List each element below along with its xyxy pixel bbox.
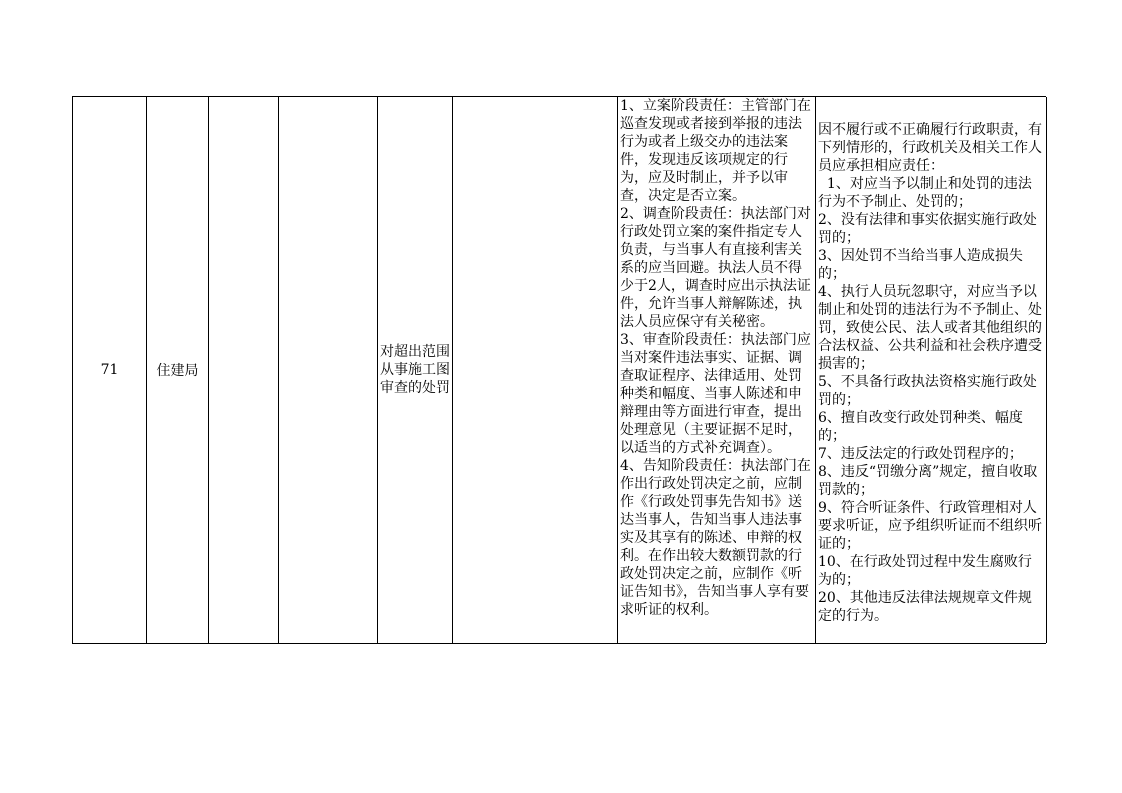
accountability-text: 因不履行或不正确履行行政职责，有下列情形的，行政机关及相关工作人员应承担相应责任： 1、对应当予以制止和处罚的违法行为不予制止、处罚的； 2、没有法律和事实依据实施行政处罚的； 3、因处罚不当给当事人造成损失的； 4、执行人员玩忽职守，对应当予以制止和处罚的违法行为不予制止、处罚，致使公民、法人或者其他组织的合法权益、公共利益和社会秩序遭受损害的； 5、不具备行政执法资格实施行政处罚的； 6、擅自改变行政处罚种类、幅度的； 7、违反法定的行政处罚程序的； 8、违反“罚缴分离”规定，擅自收取罚款的； 9、符合听证条件、行政管理相对人要求听证，应予组织听证而不组织听证的； 10、在行政处罚过程中发生腐败行为的； 20、其他违反法律法规规章文件规定的行为。 (818, 122, 1042, 624)
responsibilities-text: 1、立案阶段责任：主管部门在巡查发现或者接到举报的违法行为或者上级交办的违法案件，发现违反该项规定的行为，应及时制止，并予以审查，决定是否立案。 2、调查阶段责任：执法部门对行政处罚立案的案件指定专人负责，与当事人有直接利害关系的应当回避。执法人员不得少于2人，调查时应出示执法证件，允许当事人辩解陈述，执法人员应保守有关秘密。 3、审查阶段责任：执法部门应当对案件违法事实、证据、调查取证程序、法律适用、处罚种类和幅度、当事人陈述和申辩理由等方面进行审查，提出处理意见（主要证据不足时，以适当的方式补充调查）。 4、告知阶段责任：执法部门在作出行政处罚决定之前，应制作《行政处罚事先告知书》送达当事人，告知当事人违法事实及其享有的陈述、申辩的权利。在作出较大数额罚款的行政处罚决定之前，应制作《听证告知书》，告知当事人享有要求听证的权利。 (620, 98, 811, 618)
spreadsheet-table (72, 96, 1046, 644)
accountability-cell (816, 97, 1047, 643)
responsibilities-cell (618, 97, 816, 643)
row-number-cell (73, 97, 147, 643)
item-name: 对超出范围从事施工图审查的处罚 (380, 344, 450, 396)
department-name: 住建局 (156, 363, 199, 379)
department-cell (147, 97, 209, 643)
row-number: 71 (100, 362, 119, 378)
empty-cell-6 (453, 97, 618, 643)
item-name-cell (378, 97, 453, 643)
empty-cell-4 (279, 97, 378, 643)
empty-cell-3 (209, 97, 279, 643)
